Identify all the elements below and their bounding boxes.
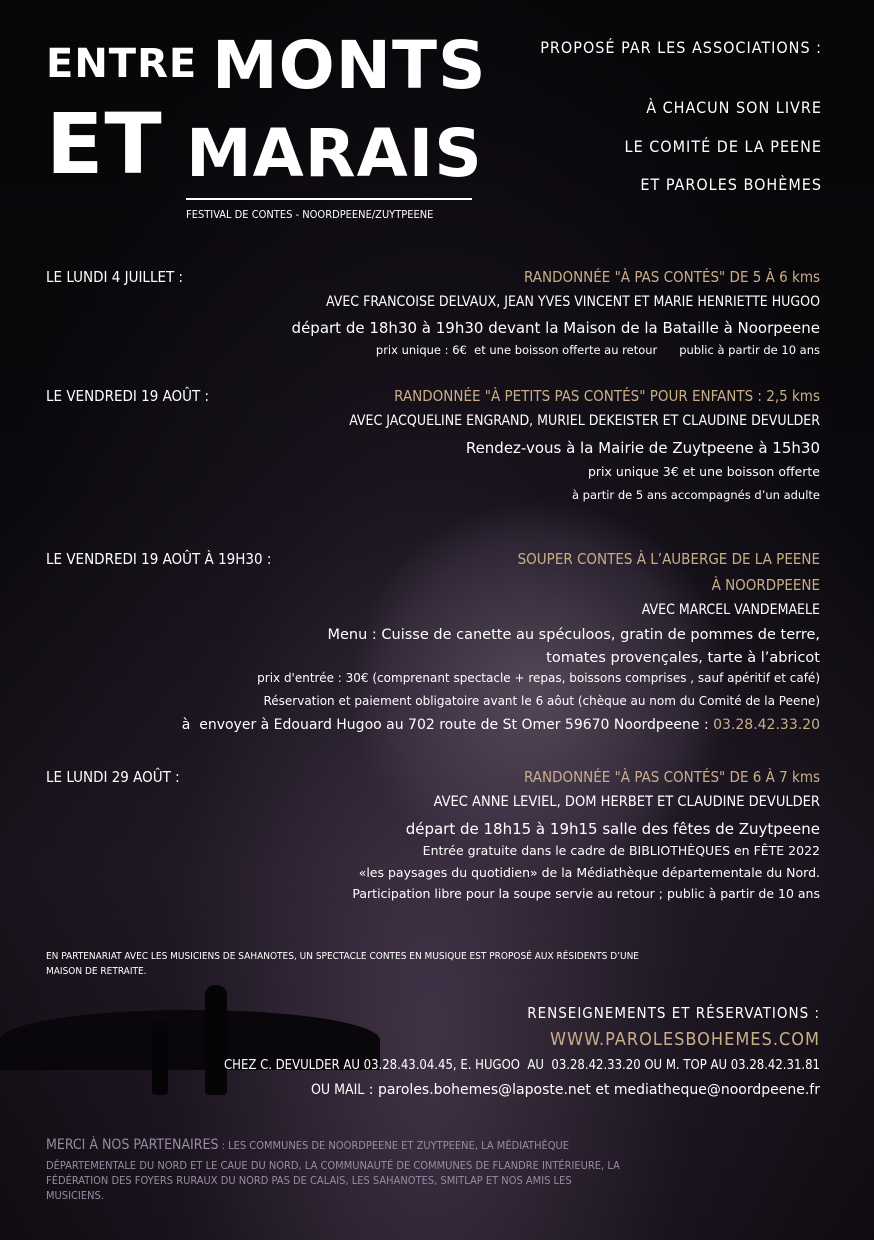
- event-detail-address: [182, 715, 820, 735]
- title-monts: MONTS: [212, 27, 487, 104]
- event-title: RANDONNÉE "À PETITS PAS CONTÉS" POUR ENFANTS : 2,5 kms: [394, 387, 820, 405]
- contact-phones: CHEZ C. DEVULDER AU 03.28.43.04.45, E. HUGOO AU 03.28.42.33.20 OU M. TOP AU 03.28.42.31.81: [224, 1058, 820, 1073]
- thanks-label: MERCI À NOS PARTENAIRES: [46, 1137, 219, 1153]
- website-link[interactable]: WWW.PAROLESBOHEMES.COM: [550, 1029, 820, 1050]
- title-entre: ENTRE: [46, 41, 198, 87]
- title-et: ET: [46, 95, 163, 193]
- event-detail: prix unique : 6€ et une boisson offerte au retour public à partir de 10 ans: [375, 343, 820, 357]
- event-detail: Participation libre pour la soupe servie au retour ; public à partir de 10 ans: [352, 886, 820, 901]
- event-detail: prix d'entrée : 30€ (comprenant spectacle + repas, boissons comprises , sauf apéritif et café): [257, 671, 820, 685]
- mail-addresses[interactable]: : paroles.bohemes@laposte.net et mediatheque@noordpeene.fr: [364, 1082, 820, 1098]
- event-date: LE VENDREDI 19 AOÛT :: [46, 387, 210, 405]
- thanks-line: [46, 1138, 569, 1153]
- event-detail: à partir de 5 ans accompagnés d’un adulte: [571, 488, 820, 502]
- child-silhouette: [152, 1020, 168, 1095]
- event-performers: AVEC MARCEL VANDEMAELE: [641, 602, 820, 618]
- event-title: RANDONNÉE "À PAS CONTÉS" DE 5 À 6 kms: [523, 268, 820, 286]
- association-item: LE COMITÉ DE LA PEENE: [624, 137, 822, 156]
- event-detail: prix unique 3€ et une boisson offerte: [587, 464, 820, 479]
- event-detail: Rendez-vous à la Mairie de Zuytpeene à 15h30: [465, 439, 820, 457]
- event-title-location: À NOORDPEENE: [711, 576, 820, 594]
- event-date: LE LUNDI 4 JUILLET :: [46, 268, 184, 286]
- mail-label: OU MAIL: [310, 1082, 365, 1098]
- event-performers: AVEC FRANCOISE DELVAUX, JEAN YVES VINCENT ET MARIE HENRIETTE HUGOO: [326, 294, 820, 310]
- event-date: LE LUNDI 29 AOÛT :: [46, 768, 180, 786]
- event-detail: Menu : Cuisse de canette au spéculoos, gratin de pommes de terre,: [327, 627, 820, 643]
- person-silhouette: [205, 985, 227, 1095]
- phone-number: 03.28.42.33.20: [713, 717, 820, 733]
- partnership-text: MAISON DE RETRAITE.: [46, 966, 147, 977]
- event-detail: Réservation et paiement obligatoire avant le 6 aôut (chèque au nom du Comité de la Peene): [263, 694, 820, 708]
- event-detail: départ de 18h15 à 19h15 salle des fêtes de Zuytpeene: [405, 820, 820, 838]
- contact-mail: [311, 1080, 820, 1100]
- thanks-text: : LES COMMUNES DE NOORDPEENE ET ZUYTPEENE, LA MÉDIATHÈQUE: [218, 1139, 570, 1152]
- event-detail: Entrée gratuite dans le cadre de BIBLIOTHÈQUES en FÊTE 2022: [422, 843, 820, 858]
- event-title: SOUPER CONTES À L’AUBERGE DE LA PEENE: [517, 550, 820, 568]
- title-underline: [186, 198, 472, 200]
- address-text: à envoyer à Edouard Hugoo au 702 route de St Omer 59670 Noordpeene :: [181, 717, 714, 733]
- festival-subtitle: FESTIVAL DE CONTES - NOORDPEENE/ZUYTPEENE: [186, 208, 434, 221]
- thanks-line: DÉPARTEMENTALE DU NORD ET LE CAUE DU NORD, LA COMMUNAUTÉ DE COMMUNES DE FLANDRE INTÉRIEURE, LA: [46, 1159, 620, 1172]
- event-performers: AVEC ANNE LEVIEL, DOM HERBET ET CLAUDINE DEVULDER: [433, 794, 820, 810]
- event-detail: «les paysages du quotidien» de la Médiathèque départementale du Nord.: [358, 865, 820, 880]
- title-marais: MARAIS: [186, 115, 483, 192]
- association-item: ET PAROLES BOHÈMES: [640, 175, 822, 194]
- partnership-text: EN PARTENARIAT AVEC LES MUSICIENS DE SAHANOTES, UN SPECTACLE CONTES EN MUSIQUE EST PROPOSÉ AUX RÉSIDENTS D’UNE: [46, 951, 639, 962]
- event-title: RANDONNÉE "À PAS CONTÉS" DE 6 À 7 kms: [523, 768, 820, 786]
- thanks-line: MUSICIENS.: [46, 1189, 104, 1202]
- event-performers: AVEC JACQUELINE ENGRAND, MURIEL DEKEISTER ET CLAUDINE DEVULDER: [349, 413, 820, 429]
- event-date: LE VENDREDI 19 AOÛT À 19H30 :: [46, 550, 272, 568]
- association-item: À CHACUN SON LIVRE: [646, 98, 822, 117]
- thanks-line: FÉDÉRATION DES FOYERS RURAUX DU NORD PAS DE CALAIS, LES SAHANOTES, SMITLAP ET NOS AMIS LES: [46, 1174, 572, 1187]
- event-detail: départ de 18h30 à 19h30 devant la Maison de la Bataille à Noorpeene: [291, 319, 820, 337]
- associations-heading: PROPOSÉ PAR LES ASSOCIATIONS :: [540, 38, 822, 57]
- info-heading: RENSEIGNEMENTS ET RÉSERVATIONS :: [527, 1004, 820, 1022]
- event-detail: tomates provençales, tarte à l’abricot: [546, 650, 820, 666]
